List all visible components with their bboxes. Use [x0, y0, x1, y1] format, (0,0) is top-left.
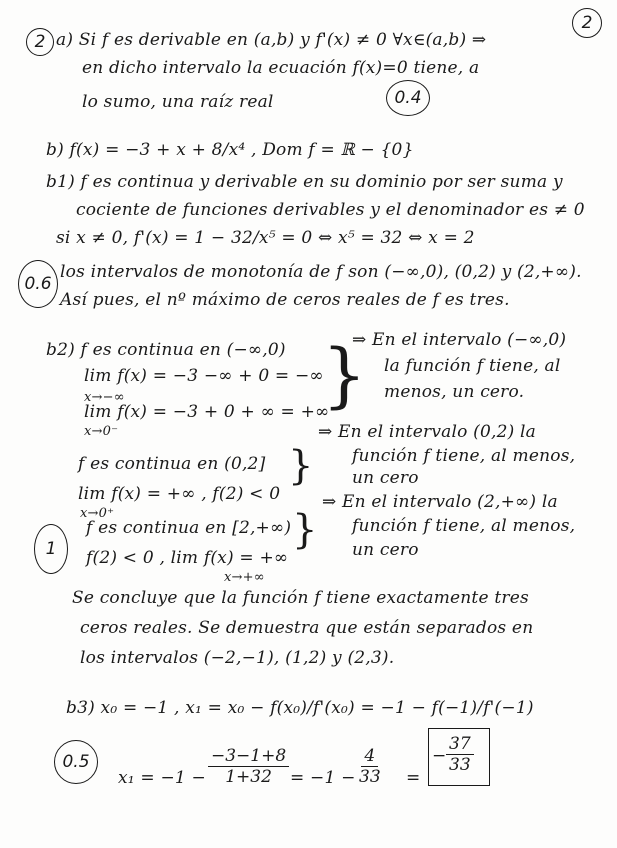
part-a-line-3: lo sumo, una raíz real	[82, 92, 274, 112]
b3-fraction-2-denominator: 33	[359, 767, 381, 787]
b1-line-3: si x ≠ 0, f'(x) = 1 − 32/x⁵ = 0 ⇔ x⁵ = 32 ⇔ x = 2	[56, 228, 475, 248]
part-b-definition: b) f(x) = −3 + x + 8/x⁴ , Dom f = ℝ − {0}	[46, 140, 414, 160]
b2-conclusion-2: la función f tiene, al	[384, 356, 561, 376]
b3-fraction-1	[208, 746, 289, 787]
b2-line-6: f es continua en [2,+∞)	[86, 518, 292, 538]
b3-result-denominator: 33	[449, 755, 471, 775]
b2-score-circle	[34, 524, 68, 574]
b3-result-fraction	[446, 734, 474, 775]
b2-conclusion-1: ⇒ En el intervalo (−∞,0)	[352, 330, 567, 350]
b3-equals-2: =	[406, 768, 421, 788]
b2-line-2-sub: x→−∞	[84, 390, 125, 405]
problem-number-circle	[26, 28, 54, 56]
b3-result-sign: −	[432, 746, 447, 766]
b2-score: 1	[45, 539, 57, 559]
b2-line-5: lim f(x) = +∞ , f(2) < 0	[78, 484, 281, 504]
b3-fraction-1-numerator: −3−1+8	[208, 746, 289, 767]
b2-line-2: lim f(x) = −3 −∞ + 0 = −∞	[84, 366, 324, 386]
b2-line-7-sub: x→+∞	[224, 570, 265, 585]
b2-conclusion-6: un cero	[352, 468, 419, 488]
b1-line-1: b1) f es continua y derivable en su dominio por ser suma y	[46, 172, 563, 192]
b2-line-3: lim f(x) = −3 + 0 + ∞ = +∞	[84, 402, 330, 422]
b1-line-5: Así pues, el nº máximo de ceros reales de f es tres.	[60, 290, 510, 310]
b2-line-4: f es continua en (0,2]	[78, 454, 266, 474]
b2-line-5-sub: x→0⁺	[80, 506, 115, 521]
b2-conclusion-9: un cero	[352, 540, 419, 560]
b2-conclusion-7: ⇒ En el intervalo (2,+∞) la	[322, 492, 558, 512]
part-a-line-1: a) Si f es derivable en (a,b) y f'(x) ≠ 0 ∀x∈(a,b) ⇒	[56, 30, 487, 50]
b1-score-circle	[18, 260, 58, 308]
page-number-circle	[572, 8, 602, 38]
b2-brace-1: }	[322, 334, 367, 416]
b3-line-1: b3) x₀ = −1 , x₁ = x₀ − f(x₀)/f'(x₀) = −1 − f(−1)/f'(−1)	[66, 698, 534, 718]
b3-score-circle	[54, 740, 98, 784]
b3-fraction-2-numerator: 4	[361, 746, 378, 767]
part-a-line-2: en dicho intervalo la ecuación f(x)=0 tiene, a	[82, 58, 480, 78]
b2-brace-3: }	[292, 507, 318, 553]
b2-conclusion-5: función f tiene, al menos,	[352, 446, 576, 466]
b2-brace-2: }	[288, 443, 314, 489]
b1-line-2: cociente de funciones derivables y el denominador es ≠ 0	[76, 200, 585, 220]
b1-score: 0.6	[24, 274, 52, 294]
part-a-score-circle	[386, 80, 430, 116]
part-a-score: 0.4	[394, 88, 422, 108]
b2-conclusion-3: menos, un cero.	[384, 382, 525, 402]
b3-prefix: x₁ = −1 −	[118, 768, 206, 788]
b3-score: 0.5	[62, 752, 90, 772]
b2-final-2: ceros reales. Se demuestra que están separados en	[80, 618, 534, 638]
problem-number: 2	[34, 32, 46, 52]
b2-conclusion-4: ⇒ En el intervalo (0,2) la	[318, 422, 537, 442]
b2-final-3: los intervalos (−2,−1), (1,2) y (2,3).	[80, 648, 395, 668]
b3-result-numerator: 37	[446, 734, 474, 755]
page-number: 2	[581, 13, 593, 33]
b3-fraction-2	[356, 746, 384, 787]
b3-fraction-1-denominator: 1+32	[225, 767, 272, 787]
b2-line-7: f(2) < 0 , lim f(x) = +∞	[86, 548, 289, 568]
b2-line-1: b2) f es continua en (−∞,0)	[46, 340, 286, 360]
b2-line-3-sub: x→0⁻	[84, 424, 119, 439]
b3-equals: = −1 −	[290, 768, 356, 788]
b2-conclusion-8: función f tiene, al menos,	[352, 516, 576, 536]
b1-line-4: los intervalos de monotonía de f son (−∞,0), (0,2) y (2,+∞).	[60, 262, 582, 282]
b2-final-1: Se concluye que la función f tiene exactamente tres	[72, 588, 529, 608]
